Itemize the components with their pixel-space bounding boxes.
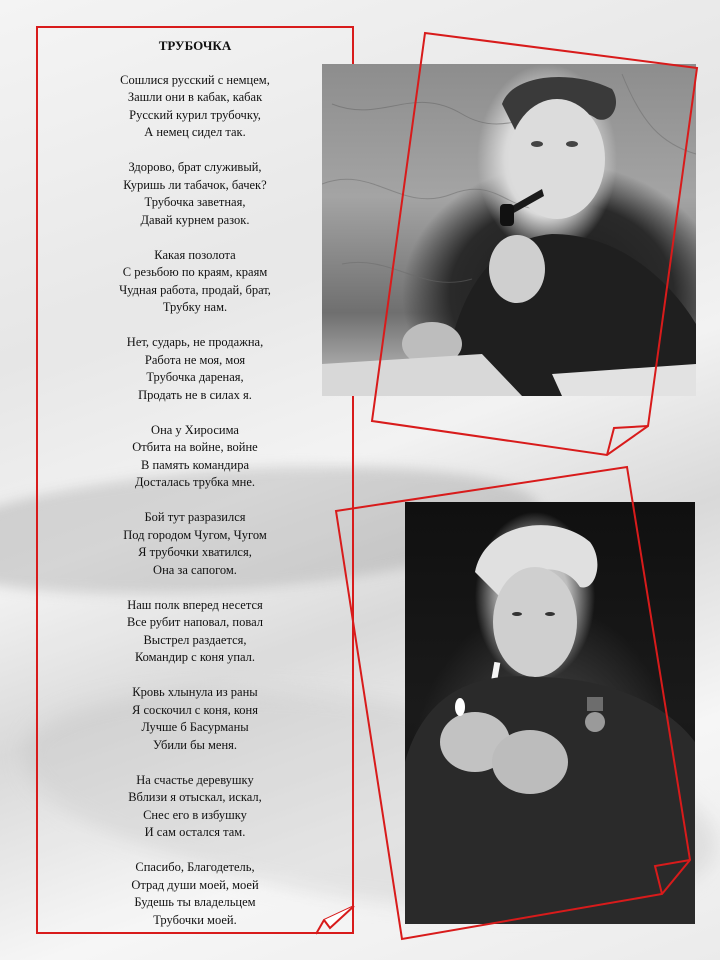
poem-line: Трубочка заветная, xyxy=(144,195,246,209)
poem-line: Я соскочил с коня, коня xyxy=(131,702,258,717)
poem-line: И сам остался там. xyxy=(144,825,246,839)
poem-stanza xyxy=(38,859,352,929)
poem-stanzas xyxy=(38,72,352,930)
poem-line: Я трубочки хватился, xyxy=(138,545,252,559)
poem-line: Досталась трубка мне. xyxy=(134,475,256,489)
poem-line: Какая позолота xyxy=(154,247,236,262)
poem-line: Убили бы меня. xyxy=(152,737,238,752)
poem-line: Бой тут разразился xyxy=(144,510,246,524)
poem-line: Она у Хиросима xyxy=(151,422,239,437)
poem-line: Под городом Чугом, Чугом xyxy=(123,527,267,542)
poem-line: В память командира xyxy=(140,457,249,472)
poem-line: Командир с коня упал. xyxy=(134,650,256,664)
poem-line: Куришь ли табачок, бачек? xyxy=(123,177,267,192)
poem-line: Она за сапогом. xyxy=(153,562,237,577)
poem-stanza xyxy=(38,509,352,579)
poem-line: Трубочка дареная, xyxy=(146,370,244,384)
poem-line: Давай курнем разок. xyxy=(140,212,250,227)
poem-line: Отрад души моей, моей xyxy=(131,877,259,892)
poem-line: А немец сидел так. xyxy=(144,125,246,139)
man-with-pipe-photo xyxy=(322,64,696,396)
poem-stanza xyxy=(38,247,352,317)
poem-line: Отбита на войне, войне xyxy=(132,440,258,454)
soldier-lighting-cigarette-photo xyxy=(405,502,695,924)
poem xyxy=(38,37,352,947)
poem-line: Вблизи я отыскал, искал, xyxy=(128,790,262,804)
poem-line: Наш полк вперед несется xyxy=(127,597,263,612)
poem-stanza xyxy=(38,334,352,404)
poem-line: Трубку нам. xyxy=(162,300,228,314)
poem-line: Зашли они в кабак, кабак xyxy=(127,90,263,104)
poem-line: Будешь ты владельцем xyxy=(134,895,256,909)
poem-line: Нет, сударь, не продажна, xyxy=(126,335,264,349)
poem-line: Работа не моя, моя xyxy=(144,352,246,367)
poem-line: Сошлися русский с немцем, xyxy=(120,72,270,87)
poem-stanza xyxy=(38,684,352,754)
poem-line: Русский курил трубочку, xyxy=(129,107,261,122)
poem-line: С резьбою по краям, краям xyxy=(122,265,268,279)
poem-frame xyxy=(36,26,354,934)
poem-stanza xyxy=(38,772,352,842)
poem-line: Спасибо, Благодетель, xyxy=(135,860,255,874)
page-curl-icon xyxy=(316,900,354,934)
poem-line: Кровь хлынула из раны xyxy=(132,685,258,699)
poem-line: Продать не в силах я. xyxy=(138,387,252,402)
poem-line: Чудная работа, продай, брат, xyxy=(119,282,271,297)
poem-stanza xyxy=(38,72,352,142)
poem-stanza xyxy=(38,159,352,229)
poem-line: На счастье деревушку xyxy=(136,772,254,787)
poem-line: Трубочки моей. xyxy=(153,912,237,927)
poem-stanza xyxy=(38,422,352,492)
poem-line: Все рубит наповал, повал xyxy=(127,615,263,629)
poem-title: ТРУБОЧКА xyxy=(158,38,232,53)
poem-line: Лучше б Басурманы xyxy=(141,720,249,734)
poem-line: Снес его в избушку xyxy=(143,807,247,822)
poem-stanza xyxy=(38,597,352,667)
poem-line: Здорово, брат служивый, xyxy=(128,160,262,174)
poem-line: Выстрел раздается, xyxy=(143,632,247,647)
